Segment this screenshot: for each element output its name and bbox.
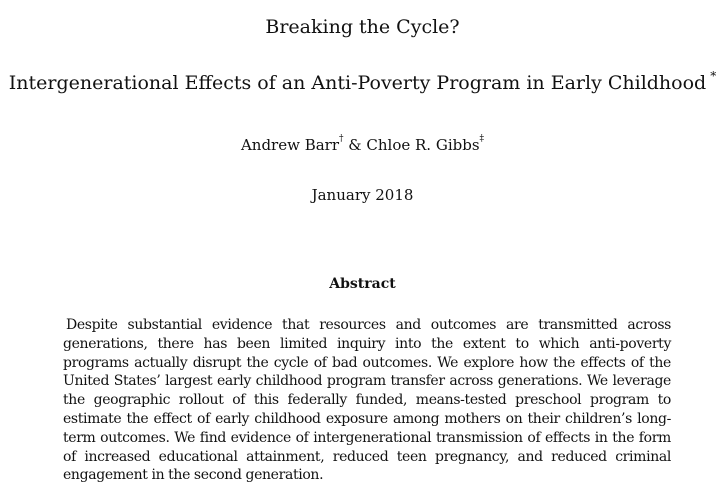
author-name-1: Andrew Barr xyxy=(240,136,340,154)
paper-subtitle-text: Intergenerational Effects of an Anti-Poverty Program in Early Childhood xyxy=(8,72,707,94)
author-line xyxy=(0,136,725,154)
paper-title-line-1: Breaking the Cycle? xyxy=(265,16,460,38)
author-2-footnote-mark[interactable]: ‡ xyxy=(479,134,485,144)
abstract-body: Despite substantial evidence that resources and outcomes are transmitted across generations, there has been limited inquiry into the extent to which anti-poverty programs actually disrupt the cycle of bad outcomes. We explore how the effects of the United States’ largest early childhood program transfer across generations. We leverage the geographic rollout of this federally funded, means-tested preschool program to estimate the effect of early childhood exposure among mothers on their children’s long-term outcomes. We find evidence of intergenerational transmission of effects in the form of increased educational attainment, reduced teen pregnancy, and reduced criminal engagement in the second generation. xyxy=(63,317,671,484)
author-name-2: Chloe R. Gibbs xyxy=(366,136,480,154)
paper-title-line-2 xyxy=(0,69,725,94)
publication-date: January 2018 xyxy=(311,186,414,204)
title-footnote-mark[interactable]: * xyxy=(710,69,717,83)
author-1-footnote-mark[interactable]: † xyxy=(339,134,344,144)
author-separator: & xyxy=(343,136,367,154)
abstract-heading: Abstract xyxy=(329,276,396,292)
